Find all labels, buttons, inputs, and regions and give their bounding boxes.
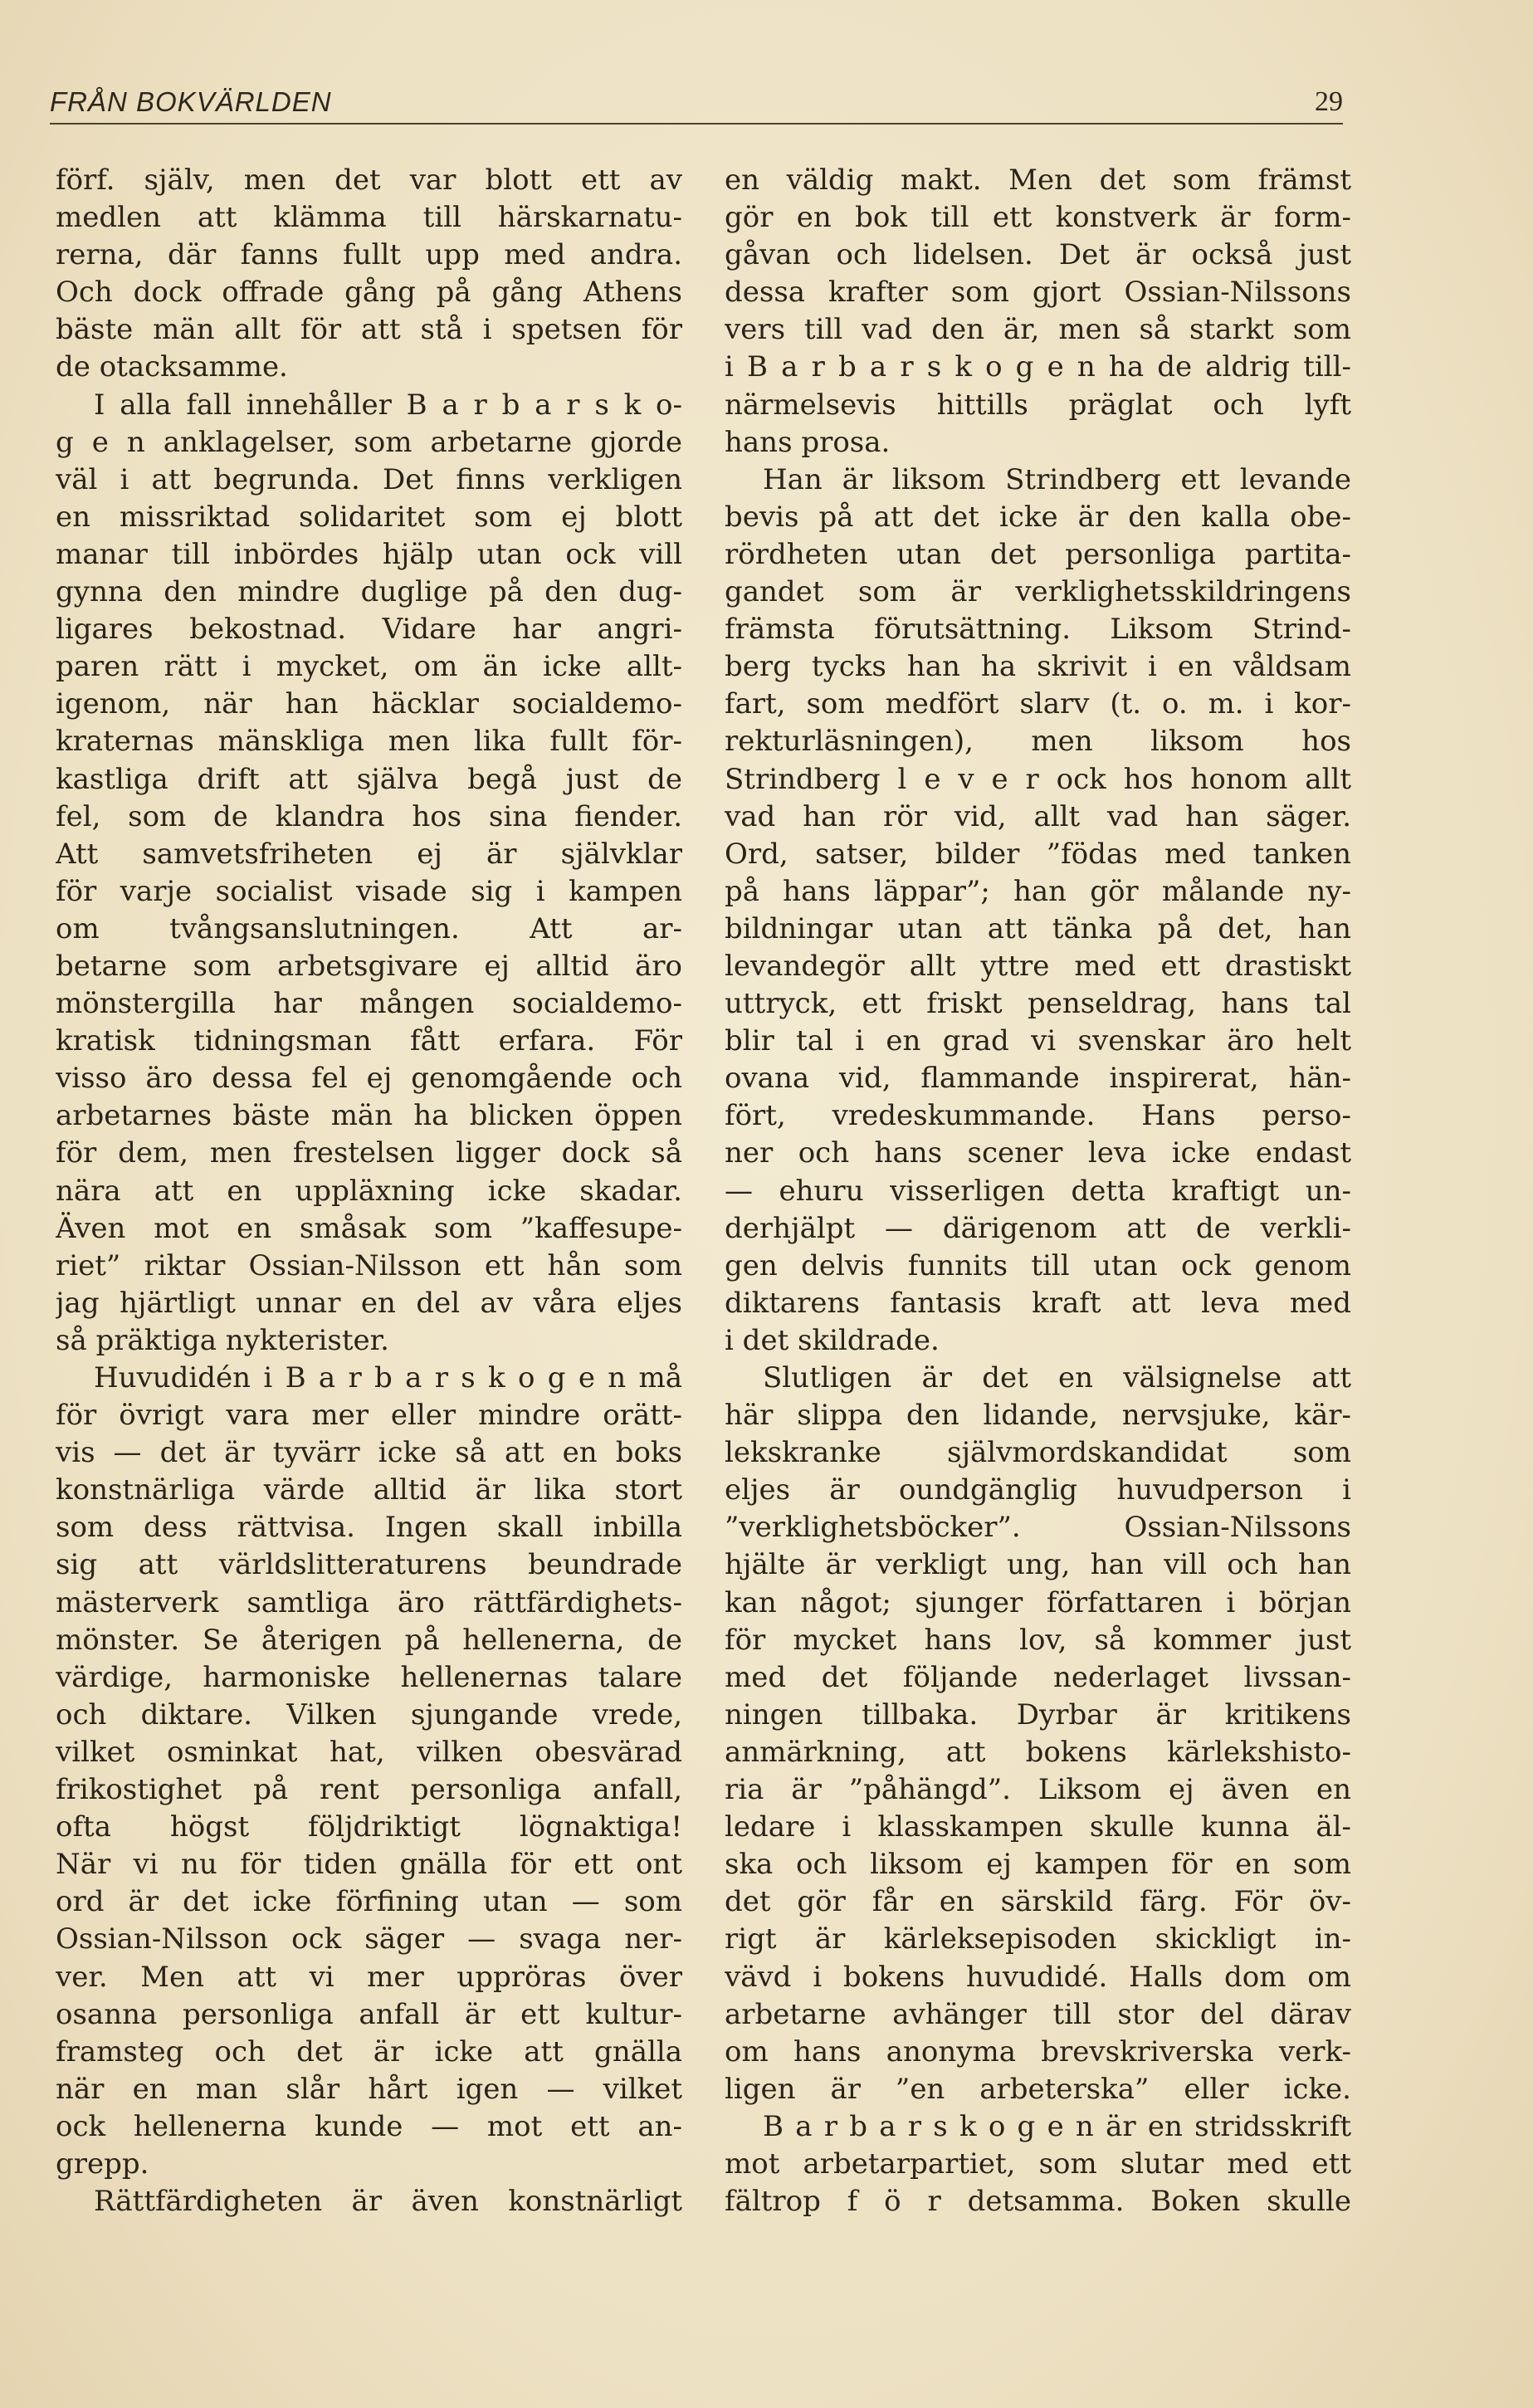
text-line: jag hjärtligt unnar en del av våra eljes [56, 1286, 682, 1320]
text-line: betarne som arbetsgivare ej alltid äro [56, 949, 682, 983]
page-header [50, 73, 1343, 125]
text-line: för dem, men frestelsen ligger dock så [56, 1136, 682, 1170]
text-line: värdige, harmoniske hellenernas talare [56, 1660, 682, 1694]
text-line: Även mot en småsak som ”kaffesupe- [56, 1211, 682, 1245]
text-line: Strindberg l e v e r ock hos honom allt [725, 762, 1351, 796]
text-line: ledare i klasskampen skulle kunna äl- [725, 1810, 1351, 1844]
text-line: I alla fall innehåller B a r b a r s k o- [94, 388, 682, 422]
text-line: om hans anonyma brevskriverska verk- [725, 2034, 1351, 2069]
text-line: det gör får en särskild färg. För öv- [725, 1885, 1351, 1919]
text-line: kraternas mänskliga men lika fullt för- [56, 725, 682, 759]
text-line: fel, som de klandra hos sina fiender. [56, 799, 682, 833]
text-line: rigt är kärleksepisoden skickligt in- [725, 1922, 1351, 1956]
text-line: för övrigt vara mer eller mindre orätt- [56, 1399, 682, 1433]
page-number: 29 [1315, 86, 1343, 117]
text-line: konstnärliga värde alltid är lika stort [56, 1473, 682, 1507]
text-line: ”verklighetsböcker”. Ossian-Nilssons [725, 1511, 1351, 1545]
text-line: i B a r b a r s k o g e n ha de aldrig till- [725, 350, 1351, 384]
text-line: berg tycks han ha skrivit i en våldsam [725, 650, 1351, 684]
text-line: för mycket hans lov, så kommer just [725, 1623, 1351, 1657]
text-line: ligen är ”en arbeterska” eller icke. [725, 2072, 1351, 2106]
right-column [725, 162, 1351, 2220]
text-line: ofta högst följdriktigt lögnaktiga! [56, 1810, 682, 1844]
left-column [56, 162, 682, 2220]
text-line: med det följande nederlaget livssan- [725, 1660, 1351, 1694]
text-line: i det skildrade. [725, 1323, 940, 1357]
text-line: derhjälpt — därigenom att de verkli- [725, 1211, 1351, 1245]
text-line: för varje socialist visade sig i kampen [56, 874, 682, 908]
text-line: fältrop f ö r detsamma. Boken skulle [725, 2185, 1351, 2219]
text-line: arbetarne avhänger till stor del därav [725, 1997, 1351, 2031]
text-line: eljes är oundgänglig huvudperson i [725, 1473, 1351, 1507]
text-line: vis — det är tyvärr icke så att en boks [56, 1436, 682, 1470]
text-line: — ehuru visserligen detta kraftigt un- [725, 1174, 1351, 1208]
text-line: närmelsevis hittills präglat och lyft [725, 388, 1351, 422]
text-line: kan något; sjunger författaren i början [725, 1585, 1351, 1619]
text-line: på hans läppar”; han gör målande ny- [725, 874, 1351, 908]
text-line: gynna den mindre duglige på den dug- [56, 575, 682, 609]
text-line: anmärkning, att bokens kärlekshisto- [725, 1735, 1351, 1769]
text-line: framsteg och det är icke att gnälla [56, 2034, 682, 2069]
text-line: sig att världslitteraturens beundrade [56, 1548, 682, 1582]
text-line: grepp. [56, 2147, 149, 2181]
text-line: Och dock offrade gång på gång Athens [56, 276, 682, 310]
text-line: vad han rör vid, allt vad han säger. [725, 799, 1351, 833]
text-line: kastliga drift att själva begå just de [56, 762, 682, 796]
text-line: Slutligen är det en välsignelse att [763, 1361, 1351, 1394]
text-line: diktarens fantasis kraft att leva med [725, 1286, 1351, 1320]
text-line: igenom, när han häcklar socialdemo- [56, 687, 682, 721]
text-line: Ossian-Nilsson ock säger — svaga ner- [56, 1922, 682, 1956]
text-line: som dess rättvisa. Ingen skall inbilla [56, 1511, 682, 1545]
text-line: vers till vad den är, men så starkt som [725, 313, 1351, 347]
text-line: de otacksamme. [56, 350, 288, 384]
text-line: rördheten utan det personliga partita- [725, 537, 1351, 571]
text-line: bildningar utan att tänka på det, han [725, 911, 1351, 945]
text-line: Att samvetsfriheten ej är självklar [56, 837, 682, 871]
text-line: När vi nu för tiden gnälla för ett ont [56, 1848, 682, 1882]
text-line: g e n anklagelser, som arbetarne gjorde [56, 425, 682, 459]
text-line: ningen tillbaka. Dyrbar är kritikens [725, 1697, 1351, 1732]
text-line: manar till inbördes hjälp utan ock vill [56, 537, 682, 571]
text-line: ock hellenerna kunde — mot ett an- [56, 2109, 682, 2143]
text-line: fört, vredeskummande. Hans perso- [725, 1099, 1351, 1133]
text-line: en väldig makt. Men det som främst [725, 164, 1351, 197]
text-line: en missriktad solidaritet som ej blott [56, 500, 682, 534]
text-line: mästerverk samtliga äro rättfärdighets- [56, 1585, 682, 1619]
text-line: mot arbetarpartiet, som slutar med ett [725, 2147, 1351, 2181]
text-line: ligares bekostnad. Vidare har angri- [56, 613, 682, 647]
text-line: ner och hans scener leva icke endast [725, 1136, 1351, 1170]
text-line: rekturläsningen), men liksom hos [725, 725, 1351, 759]
text-line: så präktiga nykterister. [56, 1323, 389, 1357]
text-line: främsta förutsättning. Liksom Strind- [725, 613, 1351, 647]
text-line: mönstergilla har mången socialdemo- [56, 987, 682, 1021]
running-title: FRÅN BOKVÄRLDEN [50, 86, 332, 117]
text-line: medlen att klämma till härskarnatu- [56, 201, 682, 235]
text-line: väl i att begrunda. Det finns verkligen [56, 462, 682, 496]
text-line: gandet som är verklighetsskildringens [725, 575, 1351, 609]
text-line: Rättfärdigheten är även konstnärligt [94, 2185, 682, 2219]
text-line: bäste män allt för att stå i spetsen för [56, 313, 682, 347]
text-line: och diktare. Vilken sjungande vrede, [56, 1697, 682, 1732]
text-line: osanna personliga anfall är ett kultur- [56, 1997, 682, 2031]
text-line: frikostighet på rent personliga anfall, [56, 1773, 682, 1807]
text-line: om tvångsanslutningen. Att ar- [56, 911, 682, 945]
text-line: lekskranke självmordskandidat som [725, 1436, 1351, 1470]
text-line: ria är ”påhängd”. Liksom ej även en [725, 1773, 1351, 1807]
text-line: förf. själv, men det var blott ett av [56, 164, 682, 197]
text-line: nära att en uppläxning icke skadar. [56, 1174, 682, 1208]
text-line: ovana vid, flammande inspirerat, hän- [725, 1062, 1351, 1096]
text-line: fart, som medfört slarv (t. o. m. i kor- [725, 687, 1351, 721]
text-line: gåvan och lidelsen. Det är också just [725, 238, 1351, 272]
text-line: Ord, satser, bilder ”födas med tanken [725, 837, 1351, 871]
text-line: ska och liksom ej kampen för en som [725, 1848, 1351, 1882]
text-line: uttryck, ett friskt penseldrag, hans tal [725, 987, 1351, 1021]
text-line: här slippa den lidande, nervsjuke, kär- [725, 1399, 1351, 1433]
text-line: kratisk tidningsman fått erfara. För [56, 1024, 682, 1058]
text-line: B a r b a r s k o g e n är en stridsskrift [763, 2109, 1351, 2143]
text-line: gen delvis funnits till utan ock genom [725, 1248, 1351, 1282]
text-line: gör en bok till ett konstverk är form- [725, 201, 1351, 235]
text-line: blir tal i en grad vi svenskar äro helt [725, 1024, 1351, 1058]
text-line: visso äro dessa fel ej genomgående och [56, 1062, 682, 1096]
text-line: Han är liksom Strindberg ett levande [763, 462, 1351, 496]
text-line: mönster. Se återigen på hellenerna, de [56, 1623, 682, 1657]
text-line: vilket osminkat hat, vilken obesvärad [56, 1735, 682, 1769]
text-line: riet” riktar Ossian-Nilsson ett hån som [56, 1248, 682, 1282]
text-line: ord är det icke förfining utan — som [56, 1885, 682, 1919]
text-line: rerna, där fanns fullt upp med andra. [56, 238, 682, 272]
text-line: hans prosa. [725, 425, 891, 459]
text-line: vävd i bokens huvudidé. Halls dom om [725, 1960, 1351, 1994]
text-line: när en man slår hårt igen — vilket [56, 2072, 682, 2106]
text-line: ver. Men att vi mer uppröras över [56, 1960, 682, 1994]
text-line: levandegör allt yttre med ett drastiskt [725, 949, 1351, 983]
text-line: hjälte är verkligt ung, han vill och han [725, 1548, 1351, 1582]
text-line: paren rätt i mycket, om än icke allt- [56, 650, 682, 684]
text-line: dessa krafter som gjort Ossian-Nilssons [725, 276, 1351, 310]
text-line: arbetarnes bäste män ha blicken öppen [56, 1099, 682, 1133]
text-line: Huvudidén i B a r b a r s k o g e n må [94, 1361, 682, 1394]
text-line: bevis på att det icke är den kalla obe- [725, 500, 1351, 534]
